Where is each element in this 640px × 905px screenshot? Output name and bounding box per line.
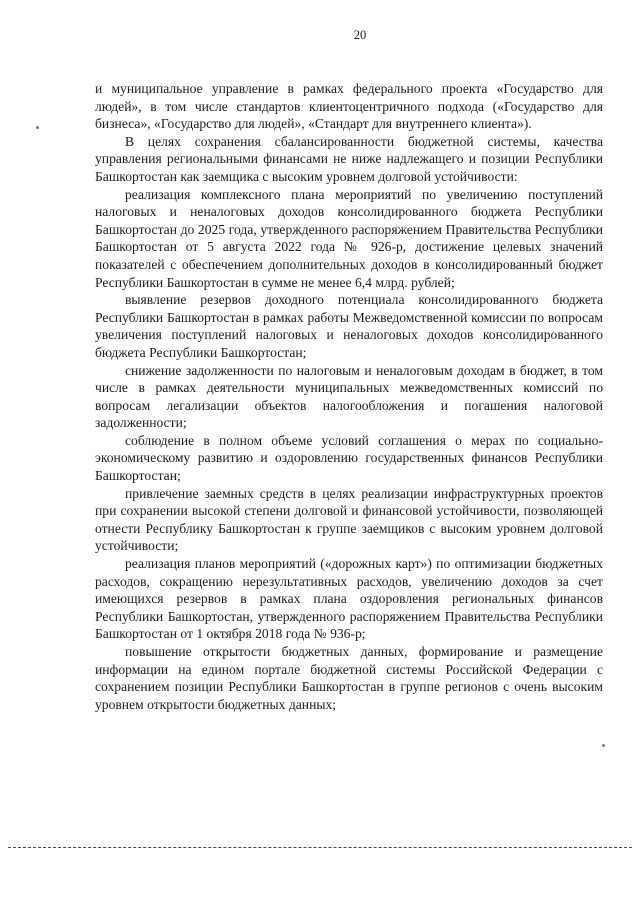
paragraph: В целях сохранения сбалансированности бюджетной системы, качества управления региональными финансами не ниже надлежащего и позиции Республики Башкортостан как заемщика с высоким уровнем долговой устойчивости: [95, 133, 603, 184]
scan-bottom-edge [8, 847, 632, 848]
paragraph: соблюдение в полном объеме условий соглашения о мерах по социально-экономическому развитию и оздоровлению государственных финансов Республики Башкортостан; [95, 432, 603, 484]
page-number: 20 [353, 28, 367, 42]
scan-speck [602, 744, 605, 747]
paragraph: привлечение заемных средств в целях реализации инфраструктурных проектов при сохранении высокой степени долговой и финансовой устойчивости, позволяющей отнести Республику Башкортостан к группе заемщиков с высоким уровнем долговой устойчивости; [95, 485, 603, 554]
paragraph: снижение задолженности по налоговым и неналоговым доходам в бюджет, в том числе в рамках деятельности муниципальных межведомственных комиссий по вопросам легализации объектов налогообложения и погашения налоговой задолженности; [95, 362, 603, 431]
paragraph: выявление резервов доходного потенциала консолидированного бюджета Республики Башкортостан в рамках работы Межведомственной комиссии по вопросам увеличения поступлений налоговых и неналоговых доходов консолидированного бюджета Республики Башкортостан; [95, 292, 603, 360]
paragraph: и муниципальное управление в рамках федерального проекта «Государство для людей», в том числе стандартов клиентоцентричного подхода («Государство для бизнеса», «Государство для людей», «Стандарт для внутреннего клиента»). [95, 81, 603, 132]
document-body [95, 80, 603, 713]
scan-speck [36, 126, 39, 129]
paragraph: реализация планов мероприятий («дорожных карт») по оптимизации бюджетных расходов, сокращению нерезультативных расходов, увеличению доходов за счет имеющихся резервов в рамках плана оздоровления региональных финансов Республики Башкортостан, утвержденного распоряжением Правительства Республики Башкортостан от 1 октября 2018 года № 936-р; [95, 556, 603, 642]
paragraph: реализация комплексного плана мероприятий по увеличению поступлений налоговых и неналоговых доходов консолидированного бюджета Республики Башкортостан до 2025 года, утвержденного распоряжением Правительства Республики Башкортостан от 5 августа 2022 года № 926-р, достижение целевых значений показателей с обеспечением дополнительных доходов в консолидированный бюджет Республики Башкортостан в сумме не менее 6,4 млрд. рублей; [95, 186, 603, 290]
paragraph: повышение открытости бюджетных данных, формирование и размещение информации на едином портале бюджетной системы Российской Федерации с сохранением позиции Республики Башкортостан в группе регионов с очень высоким уровнем открытости бюджетных данных; [95, 644, 603, 712]
